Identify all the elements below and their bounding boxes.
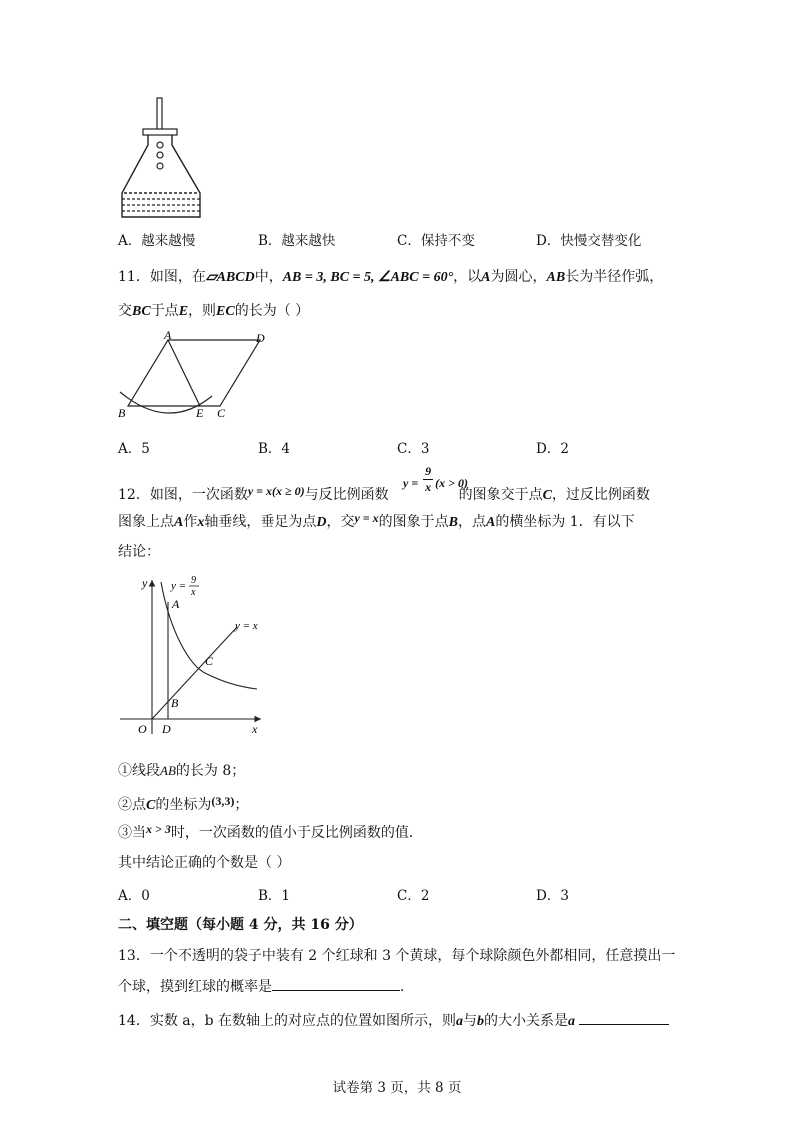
- q12-statement-1: ①线段AB的长为 8；: [118, 763, 246, 779]
- q10-option-c[interactable]: C．保持不变: [397, 233, 475, 249]
- q12-graph-hyp-num: 9: [191, 575, 196, 586]
- q12-graph-origin: O: [138, 722, 147, 736]
- q11-label-b: B: [118, 406, 126, 420]
- q11-given: AB = 3, BC = 5, ∠ABC = 60°: [282, 270, 454, 285]
- q12-graph-point-a: A: [172, 597, 180, 611]
- q11-label-e: E: [196, 406, 204, 420]
- q12-graph-point-d: D: [162, 722, 171, 736]
- q12-graph-line-label: y = x: [235, 620, 258, 632]
- q11-option-c[interactable]: C．3: [397, 441, 430, 457]
- q12-statement-3: ③当x > 3时，一次函数的值小于反比例函数的值．: [118, 822, 423, 841]
- q11-number: 11．如图，在: [118, 269, 206, 285]
- q12-option-b[interactable]: B．1: [258, 888, 291, 904]
- flask-figure: [110, 95, 210, 220]
- q11-parallelogram-figure: [110, 330, 285, 422]
- q11-parallelogram: ▱ABCD: [205, 270, 255, 285]
- q13-line1: 13．一个不透明的袋子中装有 2 个红球和 3 个黄球，每个球除颜色外都相同，任意摸出一: [118, 948, 676, 964]
- q12-graph-x-axis: x: [252, 722, 258, 736]
- q12-stem-line3: 结论：: [118, 544, 160, 560]
- q12-option-c[interactable]: C．2: [397, 888, 430, 904]
- q12-statement-2: ②点C的坐标为(3,3)；: [118, 794, 249, 813]
- q11-option-b[interactable]: B．4: [258, 441, 291, 457]
- q10-option-d[interactable]: D．快慢交替变化: [536, 233, 642, 249]
- q12-question: 其中结论正确的个数是（ ）: [118, 855, 291, 871]
- q12-number: 12．如图，一次函数: [118, 487, 248, 503]
- q12-inverse-formula: y = $\frac{9}{x}$ (x > 0): [403, 464, 469, 494]
- q12-option-a[interactable]: A．0: [118, 888, 150, 904]
- q12-linear-function: y = x(x ≥ 0): [247, 484, 305, 498]
- q12-graph-point-b: B: [171, 696, 179, 710]
- q12-stem-line2: 图象上点A作x轴垂线，垂足为点D，交y = x的图象于点B，点A的横坐标为 1．有以下: [118, 511, 635, 530]
- q13-answer-blank[interactable]: [272, 976, 400, 991]
- q12-graph-hyp-den: x: [191, 587, 196, 598]
- page-footer: 试卷第 3 页，共 8 页: [332, 1080, 462, 1096]
- q12-graph: [115, 572, 275, 740]
- q14-line1: 14．实数 a，b 在数轴上的对应点的位置如图所示，则a与b的大小关系是a: [118, 1010, 669, 1030]
- q11-label-a: A: [164, 330, 172, 342]
- q12-stem-line1: 12．如图，一次函数y = x(x ≥ 0)与反比例函数 的图象交于点C，过反比例函数: [118, 484, 650, 504]
- q10-option-a[interactable]: A．越来越慢: [118, 233, 196, 249]
- q10-option-b[interactable]: B．越来越快: [258, 233, 336, 249]
- q11-stem-line1: 11．如图，在▱ABCD中，AB = 3, BC = 5, ∠ABC = 60°，以A为圆心，AB长为半径作弧，: [118, 269, 664, 285]
- q11-label-c: C: [217, 406, 226, 420]
- q13-line2: 个球，摸到红球的概率是 ．: [118, 976, 414, 996]
- q12-option-d[interactable]: D．3: [536, 888, 569, 904]
- section-2-heading: 二、填空题（每小题 4 分，共 16 分）: [118, 917, 363, 933]
- q14-answer-blank[interactable]: [579, 1010, 669, 1025]
- q12-graph-hyperbola-label: y =: [171, 580, 187, 592]
- q12-graph-point-c: C: [205, 654, 214, 668]
- q11-label-d: D: [256, 331, 265, 345]
- q11-option-d[interactable]: D．2: [536, 441, 569, 457]
- q11-option-a[interactable]: A．5: [118, 441, 150, 457]
- q11-stem-line2: 交BC于点E，则EC的长为（ ）: [118, 303, 310, 319]
- q12-graph-y-axis: y: [142, 576, 148, 590]
